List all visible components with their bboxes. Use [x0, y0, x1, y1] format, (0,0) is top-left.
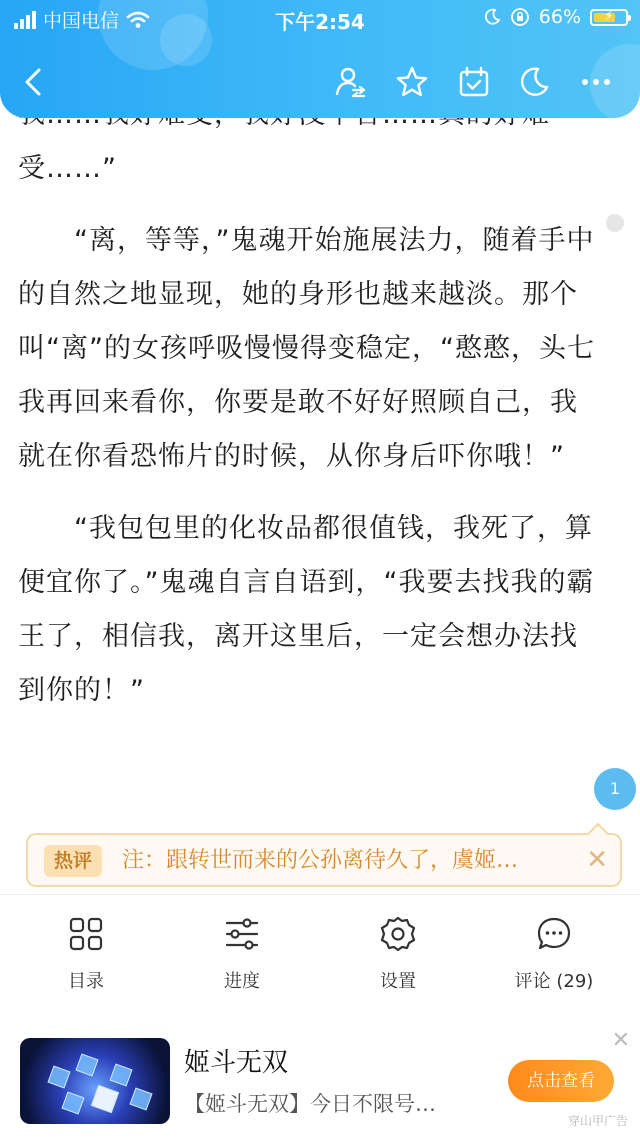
catalog-button[interactable] [16, 915, 156, 993]
rotation-lock-icon [510, 7, 530, 27]
ad-source-label: 穿山甲广告 [567, 1114, 628, 1128]
settings-button[interactable] [328, 915, 468, 993]
status-bar [0, 0, 640, 38]
author-swap-icon[interactable] [330, 62, 370, 102]
progress-label: 进度 [224, 971, 260, 992]
dnd-moon-icon [483, 8, 501, 26]
hot-comment-bar[interactable] [26, 833, 622, 887]
paragraph: “我包包里的化妆品都很值钱，我死了，算便宜你了。”鬼魂自言自语到，“我要去找我的霸王了，相信我，离开这里后，一定会想办法找到你的！” [18, 513, 595, 706]
top-bar [0, 0, 640, 118]
star-icon[interactable] [392, 62, 432, 102]
catalog-label: 目录 [68, 971, 104, 992]
calendar-check-icon[interactable] [454, 62, 494, 102]
close-icon[interactable]: ✕ [611, 1028, 630, 1053]
hot-comment-badge: 热评 [44, 845, 102, 877]
battery-percent: 66% [538, 6, 581, 28]
comments-label: 评论 (29) [514, 971, 594, 992]
back-icon[interactable] [14, 62, 54, 102]
hot-comment-text[interactable]: 注：跟转世而来的公孙离待久了，虞姬… [122, 848, 519, 873]
sliders-icon [223, 915, 261, 953]
carrier-label: 中国电信 [43, 10, 120, 32]
ad-banner[interactable] [0, 1022, 640, 1139]
progress-button[interactable] [172, 915, 312, 993]
paragraph: “离，等等，”鬼魂开始施展法力，随着手中的自然之地显现，她的身形也越来越淡。那个叫“离”的女孩呼吸慢慢得变稳定，“憨憨，头七我再回来看你，你要是敢不好好照顾自己，我就在你看恐怖片的时候，从你身后吓你哦！” [18, 225, 595, 472]
paragraph: 受……” [18, 153, 117, 184]
reader-nav [0, 54, 640, 114]
moon-icon[interactable] [514, 62, 554, 102]
ad-image[interactable] [20, 1038, 170, 1124]
chapter-text [18, 88, 596, 736]
close-icon[interactable]: ✕ [586, 845, 608, 875]
grid-icon [67, 915, 105, 953]
scroll-indicator[interactable] [606, 214, 624, 232]
settings-label: 设置 [380, 971, 416, 992]
bottom-toolbar [0, 894, 640, 1023]
more-icon[interactable] [576, 62, 616, 102]
chat-bubble-icon [535, 915, 573, 953]
gear-icon [379, 915, 417, 953]
ad-title[interactable]: 姬斗无双 [184, 1048, 289, 1078]
battery-icon: ⚡ [590, 9, 628, 26]
comments-button[interactable] [484, 915, 624, 993]
status-time: 下午2:54 [275, 10, 365, 34]
ad-view-button[interactable]: 点击查看 [508, 1060, 614, 1102]
ad-description[interactable]: 【姬斗无双】今日不限号… [184, 1092, 436, 1116]
paragraph-comment-count[interactable]: 1 [594, 768, 636, 810]
